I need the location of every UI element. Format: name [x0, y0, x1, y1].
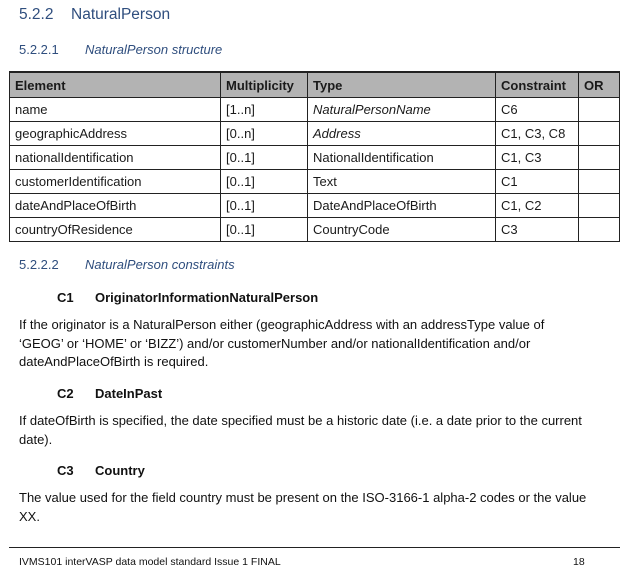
cell-constraint: C1, C3, C8	[496, 122, 579, 146]
column-header-type: Type	[308, 72, 496, 98]
subsection-title: NaturalPerson constraints	[85, 257, 235, 272]
cell-multiplicity: [0..n]	[221, 122, 308, 146]
table-row	[10, 98, 620, 122]
column-header-multiplicity: Multiplicity	[221, 72, 308, 98]
cell-type: NaturalPersonName	[308, 98, 496, 122]
constraint-code: C1	[57, 290, 74, 305]
page-number: 18	[573, 556, 585, 568]
cell-constraint: C6	[496, 98, 579, 122]
cell-multiplicity: [0..1]	[221, 194, 308, 218]
cell-or	[579, 170, 620, 194]
cell-or	[579, 194, 620, 218]
structure-subheading	[19, 42, 222, 57]
cell-element: countryOfResidence	[10, 218, 221, 242]
cell-or	[579, 98, 620, 122]
table-row	[10, 218, 620, 242]
cell-element: dateAndPlaceOfBirth	[10, 194, 221, 218]
constraint-heading	[57, 290, 318, 305]
subsection-number: 5.2.2.2	[19, 257, 59, 272]
subsection-number: 5.2.2.1	[19, 42, 59, 57]
cell-element: geographicAddress	[10, 122, 221, 146]
constraint-name: Country	[95, 463, 145, 478]
footer-divider	[9, 547, 620, 548]
column-header-element: Element	[10, 72, 221, 98]
constraint-code: C3	[57, 463, 74, 478]
structure-table	[9, 71, 620, 242]
cell-element: nationalIdentification	[10, 146, 221, 170]
footer-document-title: IVMS101 interVASP data model standard Issue 1 FINAL	[19, 556, 281, 568]
table-header-row	[10, 72, 620, 98]
section-title: NaturalPerson	[71, 6, 171, 23]
column-header-or: OR	[579, 72, 620, 98]
cell-element: name	[10, 98, 221, 122]
cell-or	[579, 218, 620, 242]
constraints-subheading	[19, 257, 235, 272]
subsection-title: NaturalPerson structure	[85, 42, 223, 57]
table-row	[10, 194, 620, 218]
cell-type: Address	[308, 122, 496, 146]
cell-multiplicity: [0..1]	[221, 146, 308, 170]
cell-multiplicity: [0..1]	[221, 218, 308, 242]
constraint-heading	[57, 463, 145, 478]
cell-type: NationalIdentification	[308, 146, 496, 170]
constraint-description: The value used for the field country must be present on the ISO-3166-1 alpha-2 codes or the value XX.	[19, 490, 587, 524]
table-row	[10, 146, 620, 170]
table-row	[10, 170, 620, 194]
cell-multiplicity: [1..n]	[221, 98, 308, 122]
cell-multiplicity: [0..1]	[221, 170, 308, 194]
cell-constraint: C3	[496, 218, 579, 242]
cell-constraint: C1	[496, 170, 579, 194]
cell-or	[579, 146, 620, 170]
constraint-description: If dateOfBirth is specified, the date specified must be a historic date (i.e. a date prior to the current date).	[19, 413, 582, 447]
cell-type: CountryCode	[308, 218, 496, 242]
section-number: 5.2.2	[19, 6, 54, 23]
constraint-name: OriginatorInformationNaturalPerson	[95, 290, 319, 305]
cell-type: DateAndPlaceOfBirth	[308, 194, 496, 218]
cell-constraint: C1, C3	[496, 146, 579, 170]
table-row	[10, 122, 620, 146]
constraint-name: DateInPast	[95, 386, 163, 401]
cell-constraint: C1, C2	[496, 194, 579, 218]
constraint-heading	[57, 386, 162, 401]
column-header-constraint: Constraint	[496, 72, 579, 98]
cell-type: Text	[308, 170, 496, 194]
constraint-description: If the originator is a NaturalPerson either (geographicAddress with an addressType value of ‘GEOG’ or ‘HOME’ or ‘BIZZ’) and/or customerNumber and/or nationalIdentification and/or dateAndPlaceOfBirth is required.	[19, 317, 545, 369]
cell-or	[579, 122, 620, 146]
constraint-code: C2	[57, 386, 74, 401]
cell-element: customerIdentification	[10, 170, 221, 194]
section-heading	[19, 6, 170, 24]
